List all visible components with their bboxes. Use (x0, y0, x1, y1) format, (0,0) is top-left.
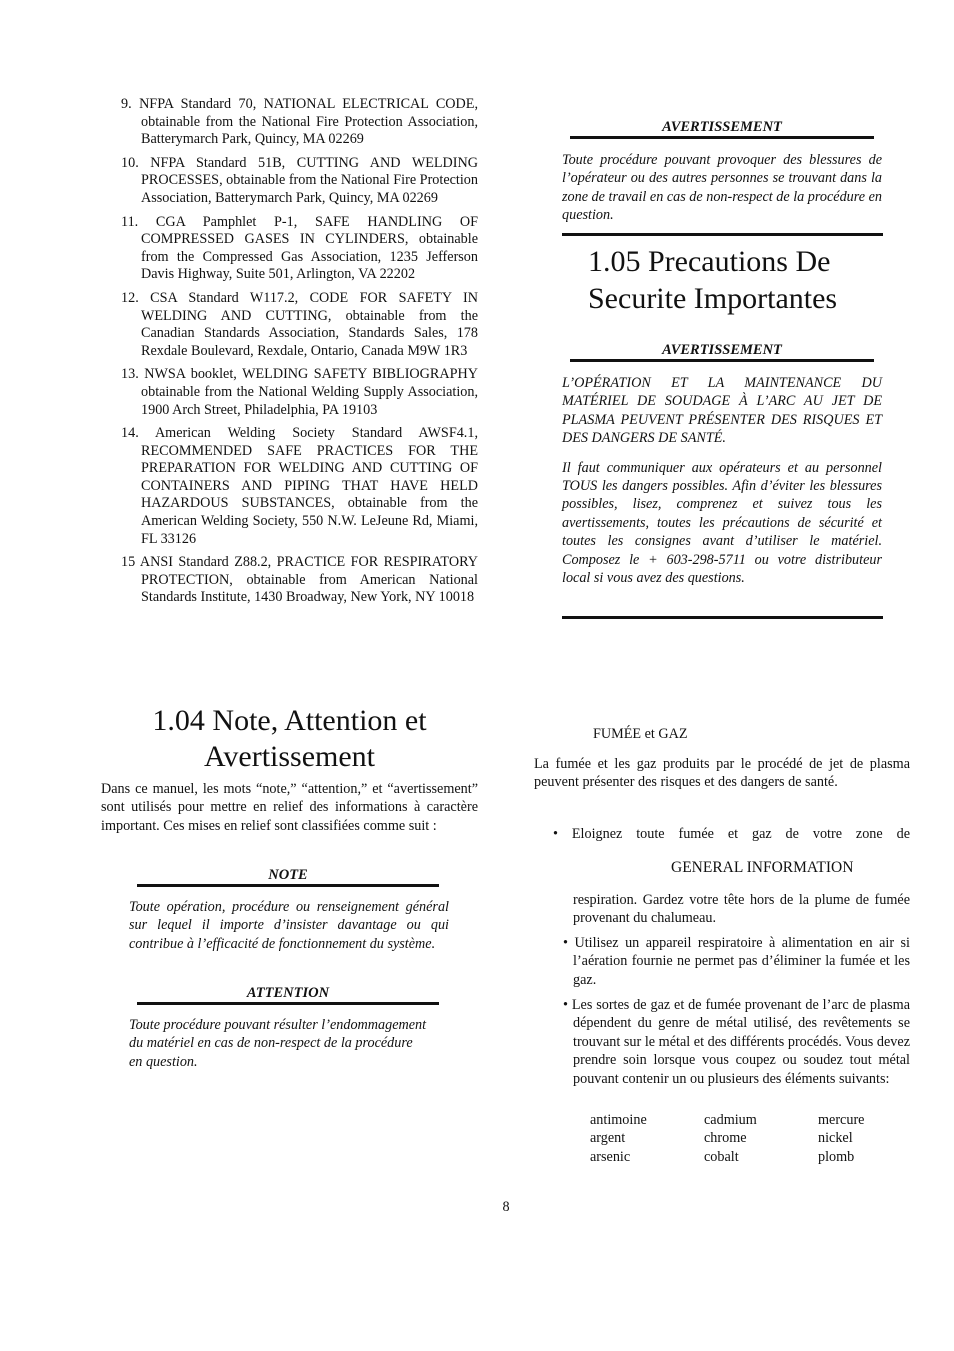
reference-number: 11. (121, 213, 139, 230)
page-number: 8 (502, 1199, 510, 1215)
reference-item (101, 290, 478, 360)
fumes-bullet-1-cont: respiration. Gardez votre tête hors de la plume de fumée provenant du chalumeau. (573, 892, 910, 927)
reference-number: 13. (121, 366, 139, 383)
section-104-intro: Dans ce manuel, les mots “note,” “attention,” et “avertissement” sont utilisés pour mettre en relief des informations à caractère important. Ces mises en relief sont classifiées comme suit : (101, 781, 478, 834)
reference-item (101, 366, 478, 419)
reference-text: NFPA Standard 70, NATIONAL ELECTRICAL CODE, obtainable from the National Fire Protection Association, Batterymarch Park, Quincy, MA 02269 (139, 96, 479, 148)
fumes-bullet-1-start: • Eloignez toute fumée et gaz de votre zone de (553, 826, 910, 842)
warning-body-text: Il faut communiquer aux opérateurs et au personnel TOUS les dangers possibles. Afin d’éviter les blessures possibles, lisez, comprenez et suivez tous les avertissements, toutes les précautions de sécurité et toutes les consignes avant d’utiliser le matériel. Composez le + 603-298-5711 ou votre distributeur local si vous avez des questions. (562, 459, 882, 587)
warning-title-105: AVERTISSEMENT (662, 342, 782, 358)
heading-line-2: Securite Importantes (588, 282, 838, 315)
warning-rule-top (570, 136, 874, 139)
section-105 (562, 243, 883, 317)
metal-item: mercure (818, 1112, 865, 1128)
metal-item: argent (590, 1130, 626, 1147)
fumes-bullet-2: • Utilisez un appareil respiratoire à alimentation en air si l’aération fournie ne permet pas d’éliminer la fumée et les gaz. (563, 935, 910, 988)
attention-text: Toute procédure pouvant résulter l’endommagement du matériel en cas de non-respect de la procédure en question. (129, 1017, 427, 1070)
warning-title-top: AVERTISSEMENT (662, 119, 782, 135)
metal-item: cobalt (704, 1148, 739, 1165)
heading-line-2: Avertissement (203, 740, 376, 773)
section-104-heading (101, 703, 478, 775)
heading-line-1: 1.05 Precautions De (588, 245, 831, 278)
heading-line-1: 1.04 Note, Attention et (152, 704, 427, 737)
reference-item (101, 214, 478, 284)
note-box (129, 866, 449, 953)
metal-item: nickel (818, 1130, 853, 1147)
note-text: Toute opération, procédure ou renseignement général sur lequel il importe d’insister davantage ou qui contribue à l’efficacité de fonctionnement du système. (129, 899, 449, 952)
attention-rule (137, 1002, 439, 1005)
warning-bottom-rule (562, 233, 883, 236)
metals-column-1 (590, 1111, 700, 1166)
reference-text: CSA Standard W117.2, CODE FOR SAFETY IN WELDING AND CUTTING, obtainable from the Canadian Standards Association, Standards Sales, 178 Rexdale Boulevard, Rexdale, Ontario, Canada M9W 1R3 (141, 289, 479, 359)
metal-item: antimoine (590, 1112, 647, 1128)
reference-item (101, 554, 478, 607)
metal-item: plomb (818, 1148, 855, 1165)
reference-item (101, 425, 478, 548)
reference-text: American Welding Society Standard AWSF4.1, RECOMMENDED SAFE PRACTICES FOR THE PREPARATION FOR WELDING AND CUTTING OF CONTAINERS AND PIPING THAT HAVE HELD HAZARDOUS SUBSTANCES, obtainable from the American Welding Society, 550 N.W. LeJeune Rd, Miami, FL 33126 (141, 425, 478, 547)
fumes-intro: La fumée et les gaz produits par le procédé de jet de plasma peuvent présenter des risques et des dangers de santé. (534, 756, 910, 791)
note-title: NOTE (268, 867, 308, 883)
warning-box-top (562, 118, 882, 225)
reference-item (101, 155, 478, 208)
metal-item: cadmium (704, 1112, 757, 1128)
warning-105-bottom-rule (562, 616, 883, 619)
section-105-heading (562, 243, 883, 317)
warning-box-105 (562, 341, 882, 587)
reference-item (101, 96, 478, 149)
attention-title: ATTENTION (246, 985, 330, 1001)
metals-column-3 (818, 1111, 928, 1166)
reference-number: 10. (121, 154, 139, 171)
left-column (101, 96, 478, 613)
metal-item: arsenic (590, 1148, 631, 1165)
attention-box (129, 984, 449, 1071)
warning-rule-105 (570, 359, 874, 362)
fumes-title: FUMÉE et GAZ (593, 726, 688, 742)
metal-item: chrome (704, 1130, 747, 1147)
running-header: GENERAL INFORMATION (671, 859, 854, 876)
warning-text-top: Toute procédure pouvant provoquer des blessures de l’opérateur ou des autres personnes se trouvant dans la zone de travail en cas de non-respect de la procédure en question. (562, 152, 882, 224)
reference-number: 15 (121, 554, 136, 571)
reference-list (101, 96, 478, 607)
section-104 (101, 703, 478, 835)
reference-text: NFPA Standard 51B, CUTTING AND WELDING PROCESSES, obtainable from the National Fire Protection Association, Batterymarch Park, Quincy, MA 02269 (141, 154, 478, 206)
reference-text: CGA Pamphlet P-1, SAFE HANDLING OF COMPRESSED GASES IN CYLINDERS, obtainable from the Compressed Gas Association, 1235 Jefferson Davis Highway, Suite 501, Arlington, VA 22202 (141, 213, 479, 283)
reference-text: ANSI Standard Z88.2, PRACTICE FOR RESPIRATORY PROTECTION, obtainable from American National Standards Institute, 1430 Broadway, New York, NY 10018 (139, 554, 478, 606)
reference-text: NWSA booklet, WELDING SAFETY BIBLIOGRAPHY obtainable from the National Welding Supply Association, 1900 Arch Street, Philadelphia, PA 19103 (141, 366, 478, 418)
reference-number: 14. (121, 425, 139, 442)
note-rule (137, 884, 439, 887)
fumes-bullet-3: • Les sortes de gaz et de fumée provenant de l’arc de plasma dépendent du genre de métal utilisé, des revêtements se trouvant sur le métal et des différents procédés. Vous devez prendre soin lorsque vous coupez ou soudez tout métal pouvant contenir un ou plusieurs des éléments suivants: (563, 997, 910, 1087)
metals-column-2 (704, 1111, 814, 1166)
reference-number: 12. (121, 289, 139, 306)
reference-number: 9. (121, 96, 132, 112)
warning-caps-text: L’OPÉRATION ET LA MAINTENANCE DU MATÉRIEL DE SOUDAGE À L’ARC AU JET DE PLASMA PEUVENT PRÉSENTER DES RISQUES ET DES DANGERS DE SANTÉ. (562, 375, 882, 447)
